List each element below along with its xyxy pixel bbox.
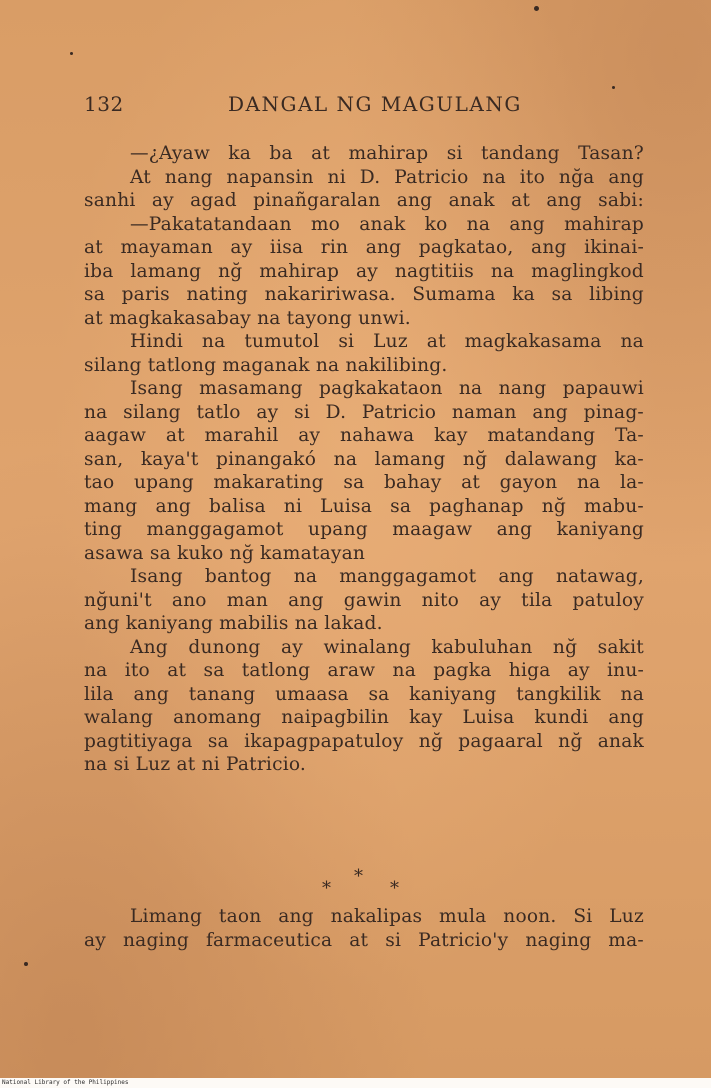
paper-speck bbox=[534, 6, 539, 11]
separator-star: * bbox=[354, 866, 363, 887]
text-line: Ang dunong ay winalang kabuluhan nğ sakit bbox=[130, 636, 644, 658]
text-line: ting manggagamot upang maagaw ang kaniyang bbox=[84, 519, 644, 540]
body-text-continued bbox=[84, 905, 644, 952]
text-line: na ito at sa tatlong araw na pagka higa ay inu- bbox=[84, 660, 644, 681]
text-line: Isang bantog na manggagamot ang natawag, bbox=[130, 566, 644, 587]
text-line: aagaw at marahil ay nahawa kay matandang Ta- bbox=[84, 425, 644, 446]
text-line: —¿Ayaw ka ba at mahirap si tandang Tasan? bbox=[130, 143, 644, 164]
text-line: sanhi ay agad pinañgaralan ang anak at ang sabi: bbox=[84, 190, 644, 211]
text-line: pagtitiyaga sa ikapagpapatuloy nğ pagaaral nğ anak bbox=[84, 730, 644, 752]
paper-speck bbox=[70, 52, 73, 55]
text-line: iba lamang nğ mahirap ay nagtitiis na maglingkod bbox=[84, 260, 644, 282]
text-line: sa paris nating nakaririwasa. Sumama ka sa libing bbox=[84, 284, 644, 305]
text-line: nğuni't ano man ang gawin nito ay tila patuloy bbox=[84, 589, 644, 611]
separator-star: * bbox=[322, 878, 331, 899]
text-line: lila ang tanang umaasa sa kaniyang tangkilik na bbox=[84, 683, 644, 705]
text-line: silang tatlong maganak na nakilibing. bbox=[84, 354, 448, 376]
text-line: asawa sa kuko nğ kamatayan bbox=[84, 542, 366, 564]
text-line: na si Luz at ni Patricio. bbox=[84, 754, 307, 775]
page-number: 132 bbox=[84, 92, 124, 116]
text-line: ang kaniyang mabilis na lakad. bbox=[84, 613, 383, 634]
text-line: Isang masamang pagkakataon na nang papauwi bbox=[130, 378, 644, 399]
text-line: at magkakasabay na tayong unwi. bbox=[84, 307, 411, 329]
text-line: Limang taon ang nakalipas mula noon. Si Luz bbox=[130, 906, 644, 927]
running-title: DANGAL NG MAGULANG bbox=[228, 92, 522, 116]
text-line: walang anomang naipagbilin kay Luisa kundi ang bbox=[84, 707, 644, 728]
text-line: At nang napansin ni D. Patricio na ito nğa ang bbox=[130, 166, 644, 188]
page-header bbox=[84, 92, 644, 126]
body-text bbox=[84, 142, 644, 777]
text-line: mang ang balisa ni Luisa sa paghanap nğ mabu- bbox=[84, 495, 644, 517]
separator-star: * bbox=[390, 878, 399, 899]
paper-speck bbox=[612, 86, 615, 89]
text-line: —Pakatatandaan mo anak ko na ang mahirap bbox=[130, 213, 644, 235]
paper-speck bbox=[24, 962, 28, 966]
text-line: na silang tatlo ay si D. Patricio naman ang pinag- bbox=[84, 401, 644, 423]
text-line: san, kaya't pinangakó na lamang nğ dalawang ka- bbox=[84, 448, 644, 470]
section-separator bbox=[308, 866, 418, 902]
text-line: tao upang makarating sa bahay at gayon na la- bbox=[84, 472, 644, 493]
library-credit: National Library of the Philippines bbox=[0, 1078, 711, 1088]
text-line: at mayaman ay iisa rin ang pagkatao, ang ikinai- bbox=[84, 237, 644, 258]
text-line: ay naging farmaceutica at si Patricio'y naging ma- bbox=[84, 929, 644, 951]
text-line: Hindi na tumutol si Luz at magkakasama na bbox=[130, 331, 644, 352]
